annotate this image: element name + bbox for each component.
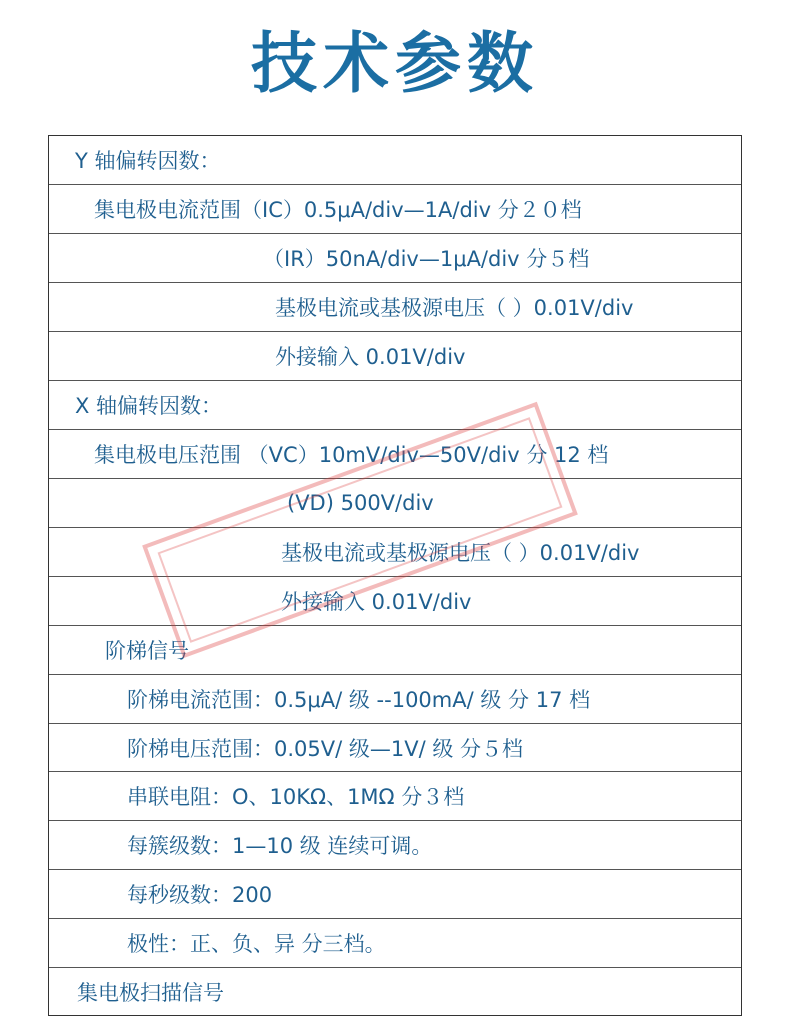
- table-row: [49, 724, 741, 772]
- table-row: [49, 675, 741, 724]
- table-row: [49, 577, 741, 626]
- row-text: Y 轴偏转因数：: [75, 149, 221, 173]
- table-row: [49, 626, 741, 675]
- row-text: 极性：正、负、异 分三档。: [127, 932, 386, 956]
- table-row: [49, 968, 741, 1015]
- row-text: 集电极电流范围（IC）0.5μA/div—1A/div 分２０档: [94, 198, 582, 222]
- row-text: 集电极扫描信号: [77, 980, 224, 1005]
- row-text: X 轴偏转因数：: [75, 394, 223, 418]
- row-text: (VD) 500V/div: [287, 491, 434, 515]
- table-row: [49, 430, 741, 479]
- table-row: [49, 919, 741, 968]
- table-row: [49, 381, 741, 430]
- table-row: [49, 234, 741, 283]
- row-text: 阶梯电压范围：0.05V/ 级—1V/ 级 分５档: [127, 736, 524, 761]
- row-text: 集电极电压范围 （VC）10mV/div—50V/div 分 12 档: [94, 443, 609, 467]
- spec-table: [48, 135, 742, 1016]
- table-row: [49, 821, 741, 870]
- table-row: [49, 528, 741, 577]
- row-text: 每簇级数：1—10 级 连续可调。: [127, 834, 433, 858]
- table-row: [49, 185, 741, 234]
- table-row: [49, 136, 741, 185]
- row-text: 串联电阻：O、10KΩ、1MΩ 分３档: [127, 785, 465, 809]
- table-row: [49, 772, 741, 821]
- row-text: 基极电流或基极源电压（ ）0.01V/div: [275, 296, 634, 320]
- row-text: 基极电流或基极源电压（ ）0.01V/div: [281, 541, 640, 565]
- row-text: 外接输入 0.01V/div: [281, 590, 472, 614]
- row-text: （IR）50nA/div—1μA/div 分５档: [263, 247, 590, 271]
- table-row: [49, 870, 741, 919]
- row-text: 外接输入 0.01V/div: [275, 345, 466, 369]
- row-text: 阶梯信号: [105, 639, 189, 663]
- table-row: [49, 283, 741, 332]
- page-title: 技术参数: [251, 25, 539, 102]
- row-text: 阶梯电流范围：0.5μA/ 级 --100mA/ 级 分 17 档: [127, 688, 591, 712]
- table-row: [49, 479, 741, 528]
- row-text: 每秒级数：200: [127, 883, 273, 907]
- table-row: [49, 332, 741, 381]
